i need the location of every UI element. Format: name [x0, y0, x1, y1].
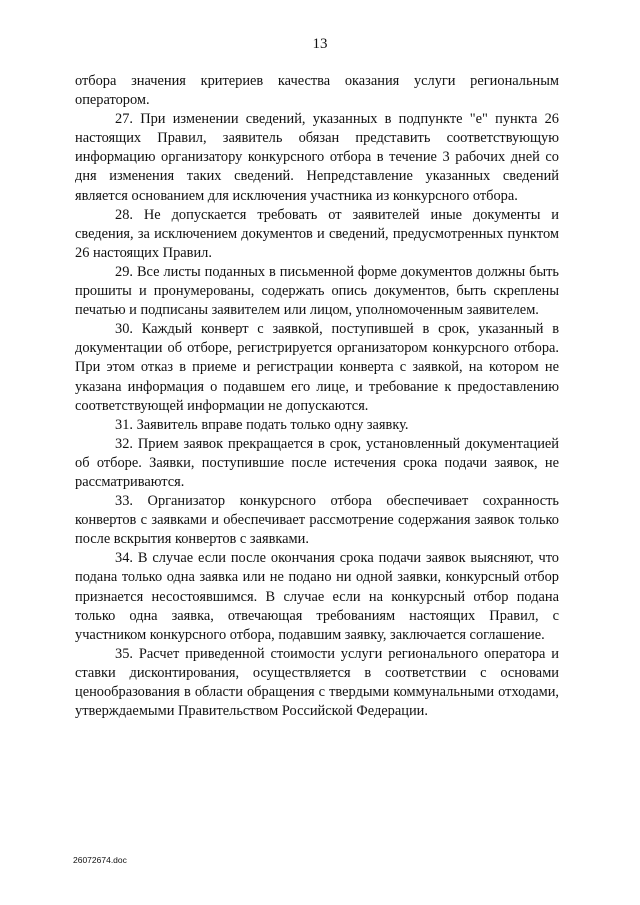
- file-name-footer: 26072674.doc: [73, 855, 127, 865]
- paragraph-27: 27. При изменении сведений, указанных в подпункте "е" пункта 26 настоящих Правил, заявитель обязан представить соответствующую информацию организатору конкурсного отбора в течение 3 рабочих дней со дня изменения таких сведений. Непредставление указанных сведений является основанием для исключения участника из конкурсного отбора.: [75, 111, 559, 204]
- paragraph-32: 32. Прием заявок прекращается в срок, установленный документацией об отборе. Заявки, поступившие после истечения срока подачи заявок, не рассматриваются.: [75, 435, 559, 490]
- document-body: [75, 72, 559, 721]
- paragraph-29: 29. Все листы поданных в письменной форме документов должны быть прошиты и пронумерованы, содержать опись документов, быть скреплены печатью и подписаны заявителем или лицом, уполномоченным заявителем.: [75, 263, 559, 319]
- paragraph-30: 30. Каждый конверт с заявкой, поступившей в срок, указанный в документации об отборе, регистрируется организатором конкурсного отбора. При этом отказ в приеме и регистрации конверта с заявкой, на котором не указана информация о подавшем его лице, и требование к предоставлению соответствующей информации не допускаются.: [75, 321, 559, 414]
- paragraph-33: 33. Организатор конкурсного отбора обеспечивает сохранность конвертов с заявками и обеспечивает рассмотрение содержания заявок только после вскрытия конвертов с заявками.: [75, 493, 559, 548]
- page-number: 13: [312, 36, 328, 52]
- paragraph-34: 34. В случае если после окончания срока подачи заявок выясняют, что подана только одна заявка или не подано ни одной заявки, конкурсный отбор признается несостоявшимся. В случае если на конкурсный отбор подана только одна заявка, отвечающая требованиям настоящих Правил, с участником конкурсного отбора, подавшим заявку, заключается соглашение.: [75, 550, 559, 643]
- paragraph-continuation: отбора значения критериев качества оказания услуги региональным оператором.: [75, 73, 559, 109]
- paragraph-31: 31. Заявитель вправе подать только одну заявку.: [115, 416, 409, 433]
- paragraph-35: 35. Расчет приведенной стоимости услуги регионального оператора и ставки дисконтирования, осуществляется в соответствии с основами ценообразования в области обращения с твердыми коммунальными отходами, утверждаемыми Правительством Российской Федерации.: [75, 645, 559, 720]
- paragraph-28: 28. Не допускается требовать от заявителей иные документы и сведения, за исключением документов и сведений, предусмотренных пунктом 26 настоящих Правил.: [75, 206, 559, 261]
